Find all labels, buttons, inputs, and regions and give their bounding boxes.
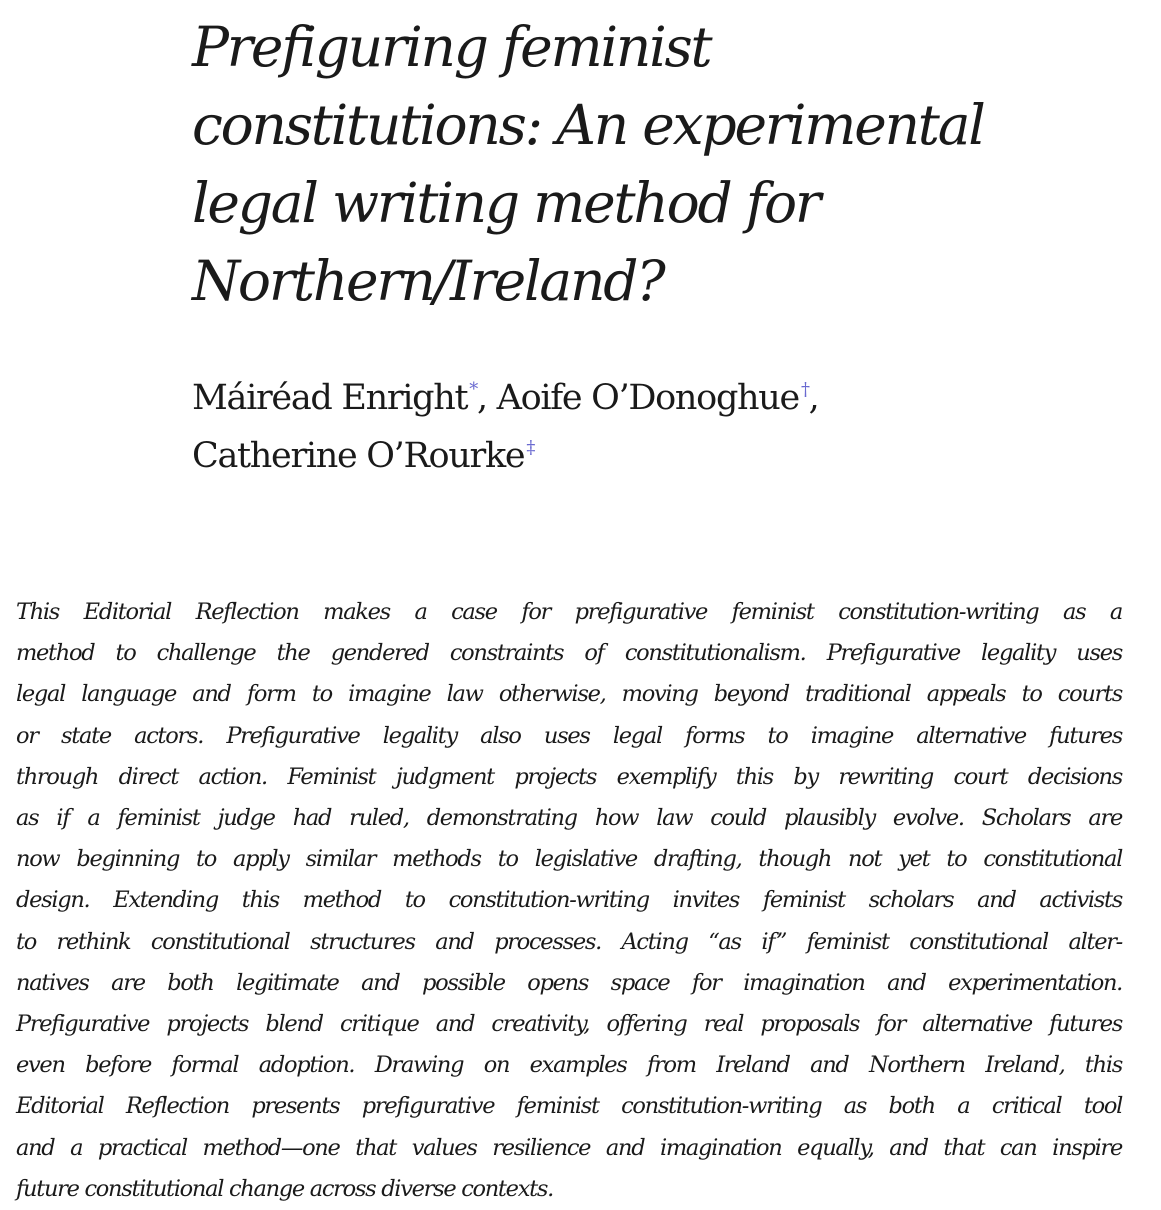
author-footnote-mark[interactable]: † — [800, 379, 809, 400]
abstract-line: through direct action. Feminist judgment projects exemplify this by rewriting court decisions — [16, 763, 1122, 790]
abstract-line: to rethink constitutional structures and processes. Acting “as if” feminist constitutional alter- — [16, 928, 1122, 955]
abstract-line: natives are both legitimate and possible opens space for imagination and experimentation. — [16, 969, 1122, 996]
author-footnote-mark[interactable]: ‡ — [526, 437, 535, 458]
article-title — [192, 8, 1092, 320]
author-separator: , — [476, 378, 497, 418]
abstract-line: as if a feminist judge had ruled, demonstrating how law could plausibly evolve. Scholars are — [16, 805, 1122, 832]
abstract-line: Prefigurative projects blend critique and creativity, offering real proposals for alternative futures — [16, 1011, 1122, 1038]
title-line: Prefiguring feminist — [192, 15, 711, 79]
title-line: legal writing method for — [192, 171, 819, 235]
abstract-line: method to challenge the gendered constraints of constitutionalism. Prefigurative legality uses — [16, 640, 1122, 667]
author-footnote-mark[interactable]: * — [469, 379, 477, 400]
abstract-line: legal language and form to imagine law otherwise, moving beyond traditional appeals to courts — [16, 681, 1122, 708]
abstract — [16, 592, 1122, 1210]
abstract-line: This Editorial Reflection makes a case for prefigurative feminist constitution-writing as a — [16, 599, 1122, 625]
author-name: Aoife O’Donoghue — [496, 378, 799, 418]
abstract-line: and a practical method—one that values resilience and imagination equally, and that can inspire — [16, 1134, 1122, 1161]
author-line — [192, 372, 1092, 430]
author-line — [192, 430, 1092, 488]
abstract-line: or state actors. Prefigurative legality also uses legal forms to imagine alternative futures — [16, 722, 1122, 749]
title-line: Northern/Ireland? — [192, 249, 664, 313]
author-name: Máiréad Enright — [192, 378, 468, 418]
abstract-line: now beginning to apply similar methods to legislative drafting, though not yet to constitutional — [16, 846, 1122, 873]
title-line: constitutions: An experimental — [192, 93, 984, 157]
abstract-line: Editorial Reflection presents prefigurative feminist constitution-writing as both a critical tool — [16, 1093, 1122, 1120]
author-name: Catherine O’Rourke — [192, 436, 525, 476]
author-separator: , — [808, 378, 819, 418]
abstract-line: design. Extending this method to constitution-writing invites feminist scholars and activists — [16, 887, 1122, 914]
abstract-line: even before formal adoption. Drawing on examples from Ireland and Northern Ireland, this — [16, 1052, 1122, 1079]
abstract-line: future constitutional change across diverse contexts. — [16, 1175, 553, 1202]
author-list — [192, 372, 1092, 488]
